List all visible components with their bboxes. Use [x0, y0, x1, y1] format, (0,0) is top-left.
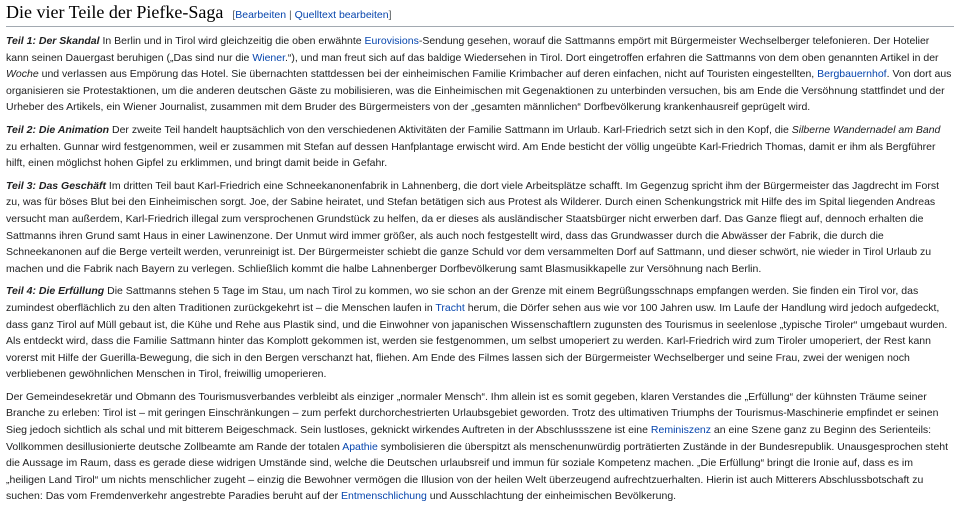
part-title: Teil 4: Die Erfüllung — [6, 285, 105, 298]
section-heading — [6, 2, 954, 27]
text-run: und verlassen aus Empörung das Hotel. Sie übernachten stattdessen bei der einheimischen Familie Krimbacher auf deren einfachen, nicht auf Touristen eingestellten, — [38, 68, 818, 81]
text-run: .“), und man freut sich auf das baldige Wiedersehen in Tirol. Dort eingetroffen erfahren die Sattmanns von dem oben genannten Artikel in der — [285, 51, 939, 64]
wiki-link[interactable]: Entmenschlichung — [341, 490, 427, 503]
edit-bracket-close: ] — [388, 9, 392, 21]
text-run: -Sendung gesehen, worauf die Sattmanns empört mit Bürgermeister Wechselberger telefonieren. Der Hotelier kann seinen Dauergast beruhigen („Das sind nur die — [6, 35, 930, 64]
text-run: Der zweite Teil handelt hauptsächlich von den verschiedenen Aktivitäten der Familie Sattmann im Urlaub. Karl-Friedrich setzt sich in den Kopf, die — [109, 123, 792, 136]
text-run: Im dritten Teil baut Karl-Friedrich eine Schneekanonenfabrik in Lahnenberg, die dort viele Arbeitsplätze schafft. Im Gegenzug spricht ihm der Bürgermeister das Jagdrecht im Forst zu, was für böses Blut bei den Einheimischen sorgt. Joe, der Sabine heiratet, und Stefan betätigen sich aus Protest als Wilderer. Durch einen Schenkungstrick mit Hilfe des im Spital liegenden Andreas versucht man außerdem, Karl-Friedrich illegal zum versprochenen Grundstück zu helfen, da er dieses als ausländischer Staatsbürger nicht erwerben darf. Das Ganze fliegt auf, dennoch erhalten die Sattmanns ihren Grund samt Haus in einer Lawinenzone. Der Unmut wird immer größer, als auch noch festgestellt wird, dass das Grundwasser durch die Abwässer der Fabrik, die durch die Schneekanonen auf die Berge verteilt werden, verunreinigt ist. Der Bürgermeister schiebt die ganze Schuld vor dem versammelten Dorf auf Sattmann, und dieser schwört, nie wieder in Tirol Urlaub zu machen und die Fabrik nach Bayern zu verlegen. Schließlich kommt die halbe Lahnenberger Dorfbevölkerung samt Blasmusikkapelle zur Versöhnung nach Berlin. — [6, 179, 940, 275]
italic-text: Woche — [6, 68, 39, 81]
text-run: an eine Szene ganz zu Beginn des Serienteils: Vollkommen desillusionierte deutsche Zollbeamte am Rande der totalen — [6, 424, 932, 453]
text-run: zu erhalten. Gunnar wird festgenommen, weil er zusammen mit Stefan auf dessen Hanfplantage erwischt wird. Am Ende besticht der völlig ungeübte Karl-Friedrich Thomas, damit er ihm als Bergführer hilft, einen möglichst hohen Gipfel zu erklimmen, und bringt damit beide in Gefahr. — [6, 140, 936, 170]
paragraph — [6, 33, 954, 116]
part-title: Teil 2: Die Animation — [6, 123, 110, 136]
wiki-link[interactable]: Wiener — [252, 51, 286, 64]
section-body — [6, 33, 954, 505]
italic-text: Silberne Wandernadel am Band — [791, 123, 941, 136]
edit-source-link[interactable]: Quelltext bearbeiten — [294, 9, 389, 21]
paragraph — [6, 389, 954, 505]
section-title: Die vier Teile der Piefke-Saga — [6, 2, 224, 22]
paragraph — [6, 283, 954, 383]
part-title: Teil 3: Das Geschäft — [6, 179, 106, 192]
edit-link[interactable]: Bearbeiten — [235, 9, 287, 21]
wiki-link[interactable]: Eurovisions — [364, 35, 419, 47]
text-run: herum, die Dörfer sehen aus wie vor 100 Jahren usw. Im Laufe der Handlung wird jedoch aufgedeckt, dass ganz Tirol auf Müll gebaut ist, die Kühe und Rehe aus Plastik sind, und die Einwohner von japanischen Wissenschaftlern zugunsten des Tourismus in seelenlose „typische Tiroler“ umgebaut wurden. Als entdeckt wird, dass die Familie Sattmann hinter das Komplott gekommen ist, werden sie festgenommen, um selbst umoperiert zu werden. Karl-Friedrich wird zum Tiroler umoperiert, der Rest kann vorerst mit Hilfe der Guerilla-Bewegung, die sich in den Bergen verschanzt hat, fliehen. Am Ende des Filmes lassen sich der Bürgermeister Wechselberger und seine Frau, zwei der wenigen noch verbliebenen gewöhnlichen Menschen in Tirol, freiwillig umoperieren. — [6, 301, 948, 381]
paragraph — [6, 178, 954, 278]
paragraph — [6, 122, 954, 172]
text-run: In Berlin und in Tirol wird gleichzeitig die oben erwähnte — [99, 35, 365, 47]
wiki-link[interactable]: Apathie — [342, 440, 378, 453]
text-run: . Von dort aus organisieren sie Protestaktionen, um die anderen deutschen Gäste zu mobilisieren, was die Einheimischen mit Gegenaktionen zu unterbinden versuchen, bis am Ende die Versöhnung stattfindet und der Urheber des Artikels, ein Wiener Journalist, zusammen mit dem Bruder des Bürgermeisters von der „gesamten männlichen“ Dorfbevölkerung krankenhausreif geprügelt wird. — [6, 68, 952, 114]
wiki-link[interactable]: Reminiszenz — [650, 424, 712, 437]
wiki-link[interactable]: Tracht — [435, 301, 465, 314]
text-run: Der Gemeindesekretär und Obmann des Tourismusverbandes verbleibt als einziger „normaler Mensch“. Ihm allein ist es somit gegeben, klaren Verstandes die „Erfüllung“ der kühnsten Träume seiner Branche zu erleben: Tirol ist – mit geringen Einschränkungen – zum perfekt durchorchestrierten Urlaubsgebiet geworden. Trotz des ultimativen Triumphs der Tourismus-Maschinerie empfindet er seinen Sieg jedoch sichtlich als schal und mit bitterem Beigeschmack. Sein lustloses, geknickt wirkendes Auftreten in der Abschlussszene ist eine — [6, 390, 939, 437]
text-run: symbolisieren die überspitzt als menschenunwürdig porträtierten Zustände in der Bundesrepublik. Unausgesprochen steht die Aussage im Raum, dass es gerade diese widrigen Umstände sind, welche die Deutschen urlaubsreif und immun für soziale Kompetenz machen. „Die Erfüllung“ bringt die Ironie auf, dass es im „heiligen Land Tirol“ um nichts menschlicher zugeht – einzig die Bewohner vermögen die Illusion von der heilen Welt überzeugend aufrechtzuerhalten. Hierin ist auch Mitterers Abschlussbotschaft zu suchen: Das vom Fremdenverkehr angestrebte Paradies beruht auf der — [6, 440, 949, 503]
text-run: und Ausschlachtung der einheimischen Bevölkerung. — [426, 490, 677, 503]
edit-section-links — [232, 9, 391, 21]
part-title: Teil 1: Der Skandal — [6, 35, 100, 47]
text-run: Die Sattmanns stehen 5 Tage im Stau, um nach Tirol zu kommen, wo sie schon an der Grenze mit einem Begrüßungsschnaps empfangen werden. Sie finden ein Tirol vor, das zumindest oberflächlich zu den alten Traditionen zurückgekehrt ist – die Menschen laufen in — [6, 285, 919, 314]
edit-bracket-open: [ — [232, 9, 236, 21]
edit-separator: | — [286, 9, 295, 21]
wiki-link[interactable]: Bergbauernhof — [817, 68, 887, 81]
